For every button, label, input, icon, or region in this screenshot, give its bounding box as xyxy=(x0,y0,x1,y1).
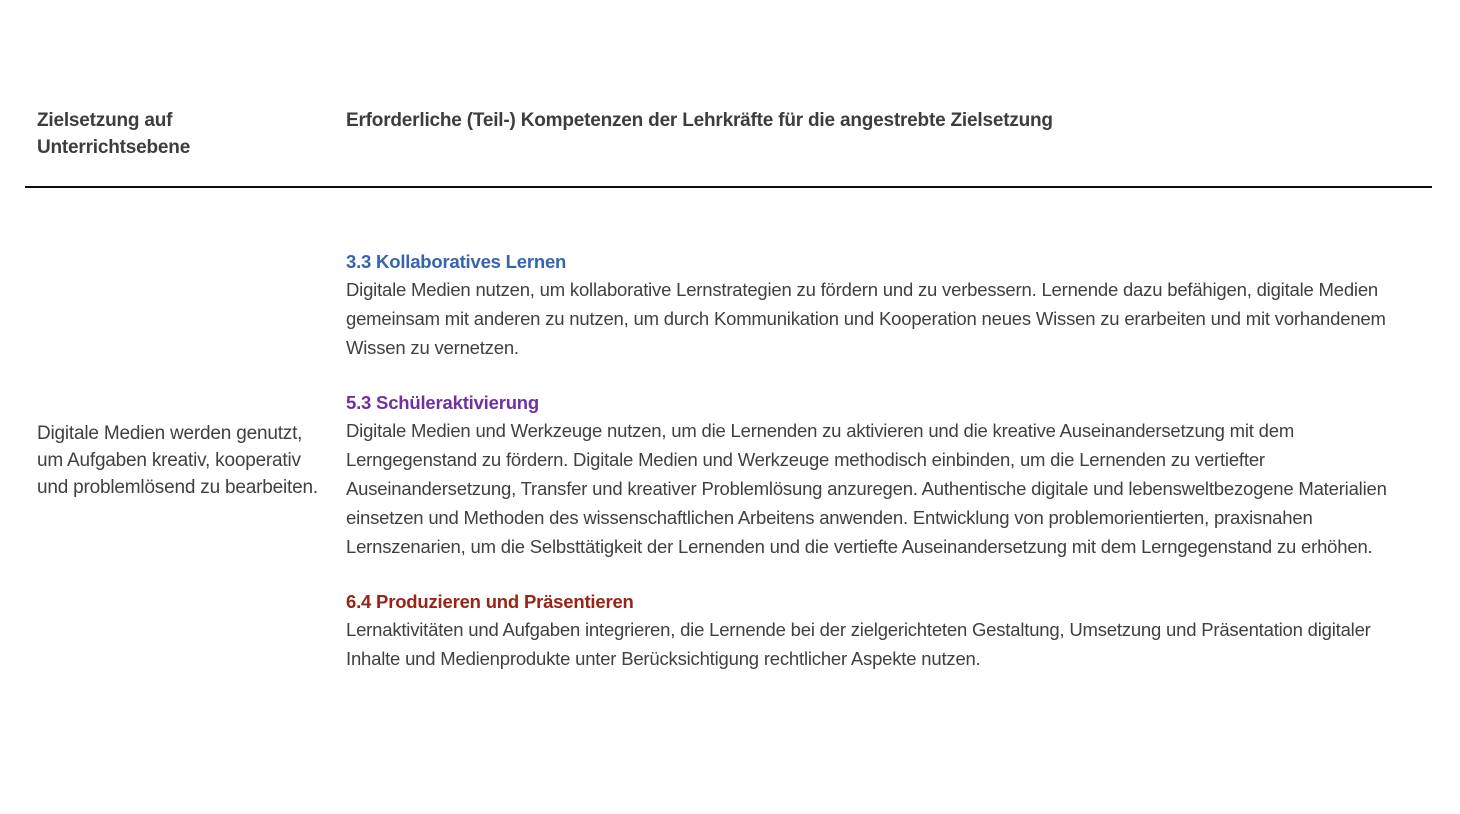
column-header-goal: Zielsetzung auf Unterrichtsebene xyxy=(37,110,191,158)
goal-cell xyxy=(37,248,346,674)
competency-section-3-3 xyxy=(346,248,1411,362)
table-header-row xyxy=(0,0,1460,161)
table-body-row xyxy=(0,248,1460,674)
competency-text-6-4: Lernaktivitäten und Aufgaben integrieren, die Lernende bei der zielgerichteten Gestaltung, Umsetzung und Präsentation digitaler Inhalte und Medienprodukte unter Berücksichtigung rechtlicher Aspekte nutzen. xyxy=(346,619,1371,670)
competency-section-5-3 xyxy=(346,389,1411,561)
competencies-cell xyxy=(346,248,1411,674)
competency-title-6-4: 6.4 Produzieren und Präsentieren xyxy=(346,591,634,613)
competency-title-3-3: 3.3 Kollaboratives Lernen xyxy=(346,251,567,272)
header-divider-rule xyxy=(25,186,1432,188)
column-header-competencies: Erforderliche (Teil-) Kompetenzen der Lehrkräfte für die angestrebte Zielsetzung xyxy=(346,110,1053,131)
header-cell-competencies xyxy=(346,107,1436,161)
competency-title-5-3: 5.3 Schüleraktivierung xyxy=(346,392,540,414)
header-cell-goal xyxy=(37,107,346,161)
competency-section-6-4 xyxy=(346,588,1411,674)
competency-text-5-3: Digitale Medien und Werkzeuge nutzen, um die Lernenden zu aktivieren und die kreative Auseinandersetzung mit dem Lerngegenstand zu fördern. Digitale Medien und Werkzeuge methodisch einbinden, um die Lernenden zu vertiefter Auseinandersetzung, Transfer und kreativer Problemlösung anzuregen. Authentische digitale und lebensweltbezogene Materialien einsetzen und Methoden des wissenschaftlichen Arbeitens anwenden. Entwicklung von problemorientierten, praxisnahen Lernszenarien, um die Selbsttätigkeit der Lernenden und die vertiefte Auseinandersetzung mit dem Lerngegenstand zu erhöhen. xyxy=(346,420,1387,557)
goal-statement: Digitale Medien werden genutzt, um Aufgaben kreativ, kooperativ und problemlösend zu bearbeiten. xyxy=(37,423,318,499)
competency-text-3-3: Digitale Medien nutzen, um kollaborative Lernstrategien zu fördern und zu verbessern. Lernende dazu befähigen, digitale Medien gemeinsam mit anderen zu nutzen, um durch Kommunikation und Kooperation neues Wissen zu erarbeiten und mit vorhandenem Wissen zu vernetzen. xyxy=(346,279,1386,358)
